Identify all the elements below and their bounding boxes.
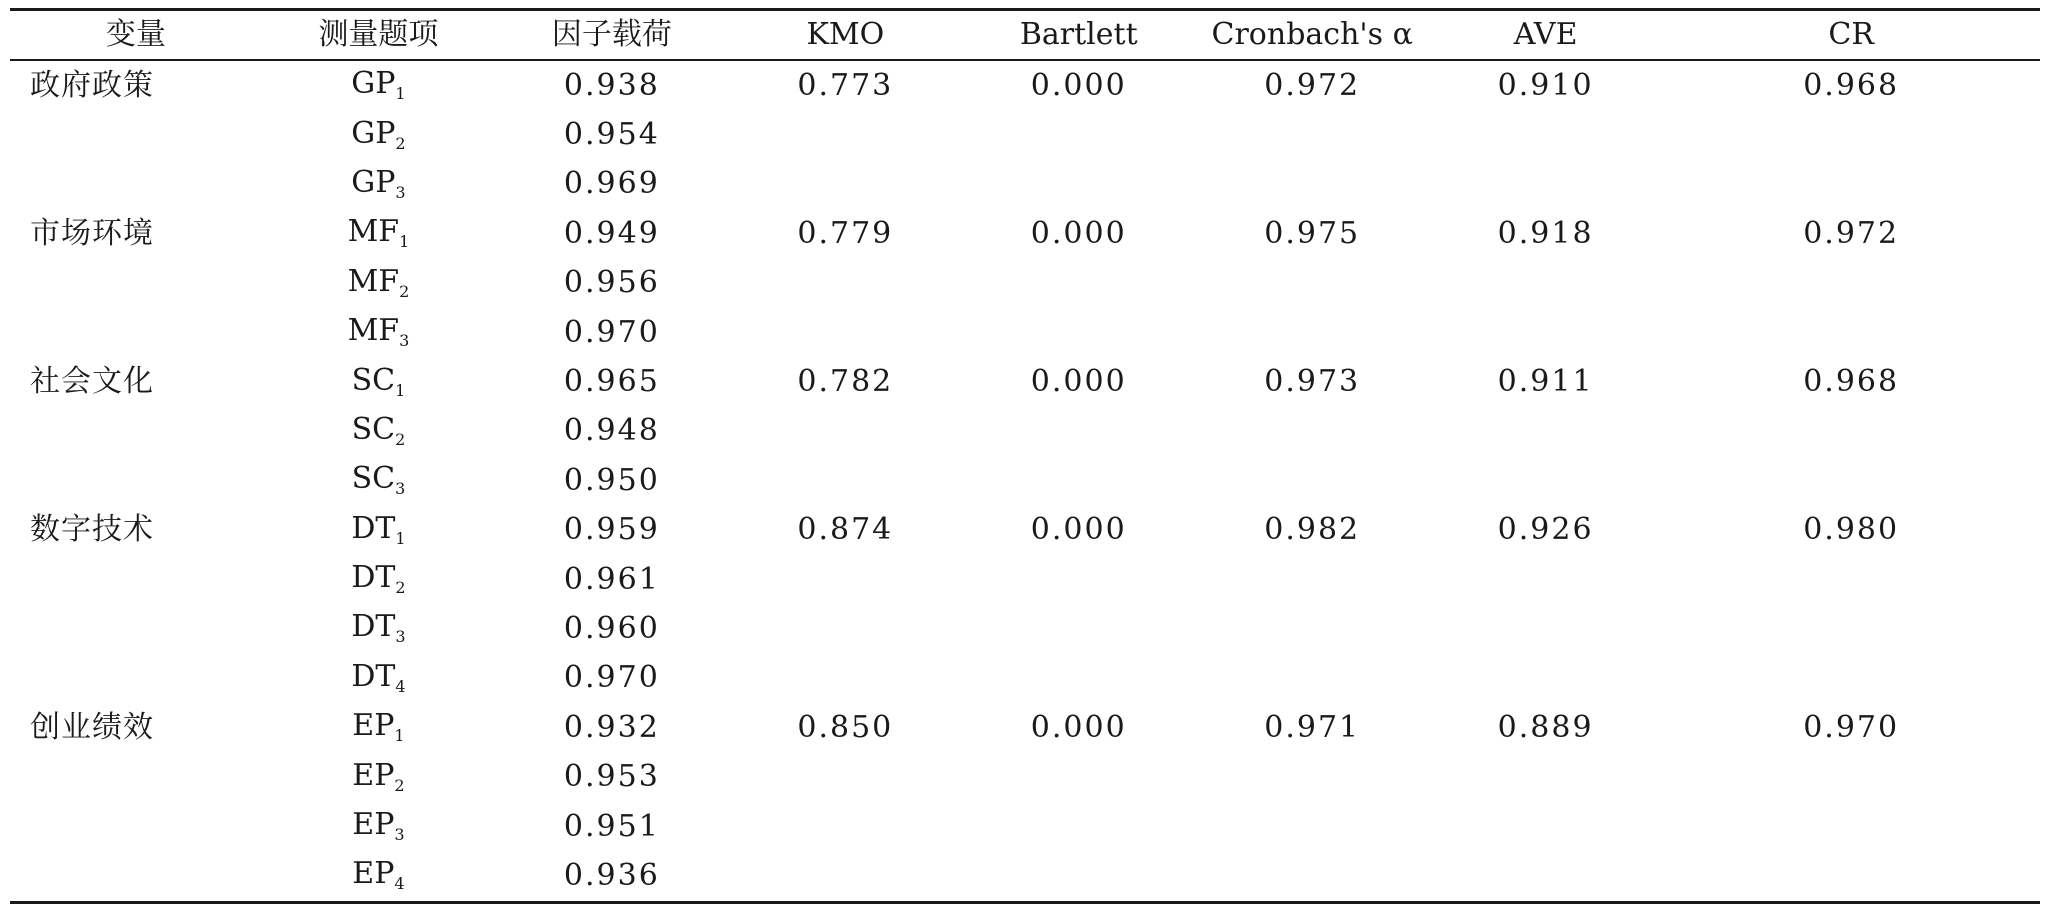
cell-loading: 0.970 [563,660,660,696]
cell-cronbach [1195,802,1428,851]
cell-loading: 0.956 [563,265,660,301]
item-subscript: 1 [395,84,406,104]
cell-item [262,110,495,159]
table-row [10,60,2040,110]
cell-loading: 0.961 [563,561,660,597]
header-kmo: KMO [806,17,885,52]
reliability-validity-table [10,8,2040,904]
item-subscript: 1 [399,232,410,252]
cell-loading: 0.953 [563,759,660,795]
table-header [10,10,2040,61]
cell-variable [10,555,262,604]
cell-loading: 0.936 [563,857,660,893]
cell-variable [10,259,262,308]
table-body [10,60,2040,902]
cell-cr [1662,110,2040,159]
cell-ave [1429,259,1662,308]
item-code: MF [347,214,400,250]
cell-item [262,555,495,604]
cell-cr [1662,802,2040,851]
cell-bartlett [962,604,1195,653]
cell-cr [1662,654,2040,703]
item-code: DT [351,510,396,546]
cell-item [262,802,495,851]
header-row [10,10,2040,61]
cell-variable [10,752,262,801]
table-row [10,308,2040,357]
cell-cronbach [1195,851,1428,902]
cell-ave [1429,110,1662,159]
cell-bartlett [962,654,1195,703]
item-code: GP [351,115,396,151]
cell-ave [1429,604,1662,653]
cell-loading: 0.965 [563,364,660,400]
cell-kmo [729,604,962,653]
cell-loading: 0.959 [563,512,660,548]
cell-loading: 0.970 [563,314,660,350]
cell-bartlett [962,308,1195,357]
table-row [10,407,2040,456]
table-row [10,802,2040,851]
item-subscript: 1 [395,528,406,548]
cell-bartlett [962,407,1195,456]
cell-cr: 0.968 [1803,364,1900,400]
cell-bartlett [962,160,1195,209]
item-subscript: 2 [399,281,410,301]
item-subscript: 3 [394,825,405,845]
header-cr: CR [1828,17,1874,52]
cell-cronbach [1195,259,1428,308]
cell-loading: 0.960 [563,610,660,646]
cell-kmo [729,752,962,801]
item-code: EP [352,708,395,744]
cell-ave [1429,456,1662,505]
cell-loading: 0.969 [563,166,660,202]
item-subscript: 3 [395,182,406,202]
header-variable: 变量 [105,17,166,52]
header-item: 测量题项 [318,17,439,52]
cell-cronbach [1195,407,1428,456]
cell-bartlett: 0.000 [1030,364,1127,400]
cell-variable: 数字技术 [30,512,154,548]
item-subscript: 2 [394,775,405,795]
cell-item [262,654,495,703]
cell-loading: 0.954 [563,117,660,153]
cell-bartlett [962,456,1195,505]
cell-item [262,308,495,357]
cell-ave: 0.910 [1497,67,1594,103]
cell-cronbach [1195,160,1428,209]
cell-kmo [729,654,962,703]
cell-ave [1429,308,1662,357]
cell-variable [10,654,262,703]
cell-loading: 0.932 [563,709,660,745]
table-row [10,259,2040,308]
cell-item [262,209,495,258]
cell-item [262,851,495,902]
cell-bartlett [962,555,1195,604]
cell-cronbach [1195,654,1428,703]
item-subscript: 2 [395,429,406,449]
cell-item [262,407,495,456]
cell-cronbach [1195,555,1428,604]
table-row [10,555,2040,604]
item-subscript: 2 [395,578,406,598]
item-code: SC [351,411,396,447]
cell-ave: 0.918 [1497,215,1594,251]
cell-item [262,60,495,110]
cell-cronbach: 0.973 [1264,364,1361,400]
table-row [10,160,2040,209]
table-row [10,506,2040,555]
cell-cronbach [1195,308,1428,357]
item-subscript: 3 [395,627,406,647]
cell-item [262,506,495,555]
cell-ave: 0.911 [1497,364,1594,400]
cell-cr [1662,555,2040,604]
table-row [10,209,2040,258]
cell-variable: 市场环境 [30,215,154,251]
cell-cr [1662,160,2040,209]
cell-cronbach: 0.975 [1264,215,1361,251]
cell-loading: 0.950 [563,462,660,498]
cell-cronbach: 0.971 [1264,709,1361,745]
cell-kmo [729,456,962,505]
cell-cr [1662,604,2040,653]
cell-item [262,604,495,653]
table-row [10,456,2040,505]
cell-variable: 创业绩效 [30,709,154,745]
cell-kmo [729,802,962,851]
cell-kmo [729,110,962,159]
cell-bartlett: 0.000 [1030,67,1127,103]
cell-variable [10,851,262,902]
cell-bartlett [962,259,1195,308]
item-subscript: 2 [395,133,406,153]
cell-bartlett: 0.000 [1030,709,1127,745]
cell-cronbach [1195,110,1428,159]
cell-cronbach [1195,752,1428,801]
cell-ave [1429,752,1662,801]
cell-variable [10,407,262,456]
table-row [10,851,2040,902]
cell-cr: 0.968 [1803,67,1900,103]
cell-cr [1662,851,2040,902]
cell-bartlett [962,851,1195,902]
item-subscript: 3 [395,479,406,499]
item-subscript: 1 [394,726,405,746]
cell-bartlett: 0.000 [1030,215,1127,251]
item-code: DT [351,609,396,645]
cell-ave [1429,555,1662,604]
cell-variable: 社会文化 [30,364,154,400]
cell-loading: 0.949 [563,215,660,251]
cell-cr [1662,308,2040,357]
table-row [10,110,2040,159]
cell-bartlett [962,110,1195,159]
table-row [10,654,2040,703]
cell-variable: 政府政策 [30,67,154,103]
item-subscript: 3 [399,331,410,351]
cell-kmo: 0.779 [797,215,894,251]
table-row [10,752,2040,801]
item-code: EP [352,757,395,793]
cell-item [262,259,495,308]
cell-kmo [729,851,962,902]
table-row [10,604,2040,653]
cell-variable [10,802,262,851]
item-code: GP [351,164,396,200]
item-code: SC [351,461,396,497]
item-code: MF [347,313,400,349]
cell-loading: 0.951 [563,808,660,844]
item-code: EP [352,807,395,843]
cell-kmo: 0.850 [797,709,894,745]
cell-bartlett [962,802,1195,851]
cell-kmo [729,308,962,357]
table-row [10,357,2040,406]
item-code: MF [347,263,400,299]
item-code: DT [351,658,396,694]
cell-bartlett: 0.000 [1030,512,1127,548]
cell-cr: 0.972 [1803,215,1900,251]
cell-item [262,357,495,406]
item-subscript: 4 [394,874,405,894]
cell-ave [1429,654,1662,703]
cell-loading: 0.948 [563,413,660,449]
header-bartlett: Bartlett [1019,17,1138,52]
cell-cronbach [1195,604,1428,653]
cell-kmo [729,407,962,456]
cell-cr [1662,407,2040,456]
cell-kmo [729,555,962,604]
cell-variable [10,604,262,653]
cell-kmo [729,259,962,308]
cell-cronbach: 0.982 [1264,512,1361,548]
cell-cronbach: 0.972 [1264,67,1361,103]
cell-item [262,752,495,801]
cell-cr: 0.980 [1803,512,1900,548]
cell-cronbach [1195,456,1428,505]
cell-variable [10,456,262,505]
cell-item [262,160,495,209]
cell-loading: 0.938 [563,67,660,103]
table-row [10,703,2040,752]
cell-ave [1429,802,1662,851]
cell-kmo [729,160,962,209]
item-code: EP [352,856,395,892]
item-subscript: 1 [395,380,406,400]
cell-ave [1429,160,1662,209]
item-subscript: 4 [395,676,406,696]
cell-ave [1429,407,1662,456]
cell-bartlett [962,752,1195,801]
header-cronbach: Cronbach's α [1211,17,1413,52]
cell-cr: 0.970 [1803,709,1900,745]
cell-item [262,703,495,752]
cell-ave: 0.926 [1497,512,1594,548]
cell-ave: 0.889 [1497,709,1594,745]
cell-variable [10,160,262,209]
results-table-container [10,8,2040,904]
cell-kmo: 0.773 [797,67,894,103]
item-code: SC [351,362,396,398]
cell-cr [1662,456,2040,505]
cell-item [262,456,495,505]
cell-variable [10,308,262,357]
item-code: DT [351,560,396,596]
header-ave: AVE [1513,17,1578,52]
header-loading: 因子载荷 [551,17,672,52]
cell-cr [1662,752,2040,801]
cell-kmo: 0.874 [797,512,894,548]
cell-ave [1429,851,1662,902]
cell-variable [10,110,262,159]
cell-kmo: 0.782 [797,364,894,400]
item-code: GP [351,66,396,102]
cell-cr [1662,259,2040,308]
